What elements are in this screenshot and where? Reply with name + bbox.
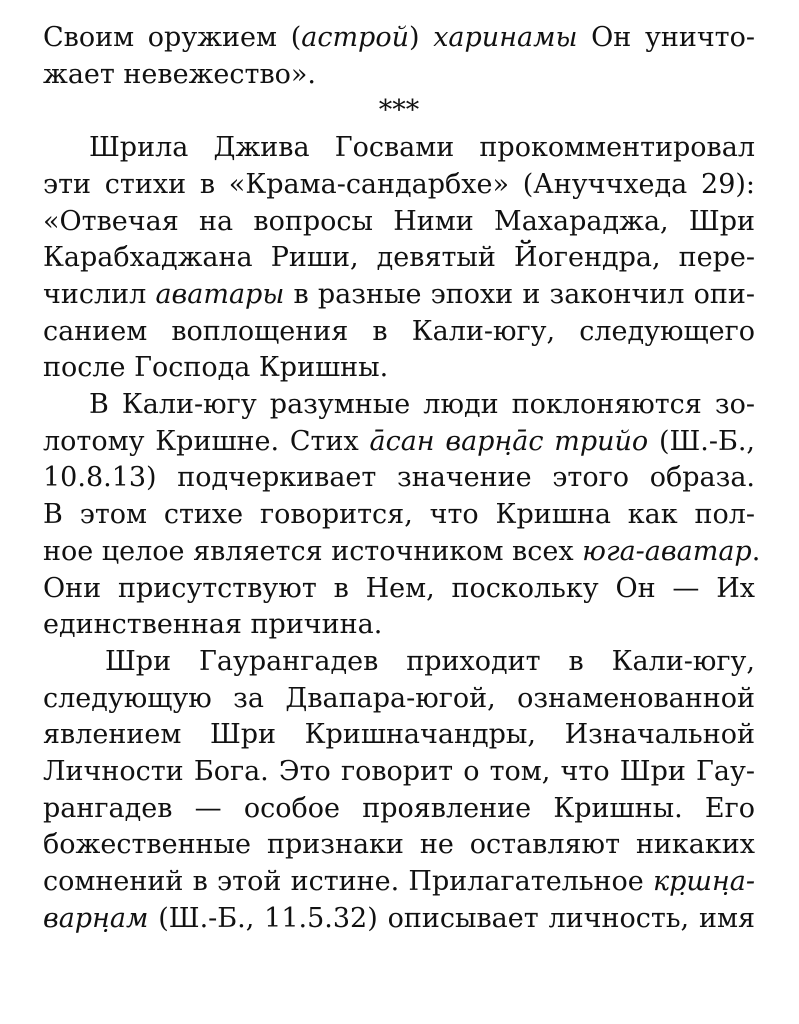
text-run: Карабхаджана Риши, девятый Йогендра, пере- [43,242,755,274]
text-line [43,497,755,533]
text-run: 10.8.13) подчеркивает значение этого образа. [43,462,755,494]
text-line [43,717,755,753]
text-line [43,681,755,717]
text-run: Шрила Джива Госвами прокомментировал [89,132,755,164]
text-run: (Ш.-Б., 11.5.32) описывает личность, имя [148,902,755,934]
section-separator [43,93,755,129]
text-line [43,901,755,937]
text-line [43,130,755,166]
text-run: ное целое является источником всех [43,535,583,567]
text-line [43,277,755,313]
text-run: . [751,535,761,567]
text-line [43,57,755,93]
text-line [43,607,755,643]
text-line [43,314,755,350]
text-run: после Господа Кришны. [43,352,389,384]
text-run: лотому Кришне. Стих [43,425,370,457]
text-run: Личности Бога. Это говорит о том, что Шри Гау- [43,756,755,787]
text-run: Шри Гаурангадев приходит в Кали-югу, [105,645,755,677]
text-line [43,167,755,203]
text-line [43,571,755,607]
text-line [43,240,755,276]
text-run: следующую за Двапара-югой, ознаменованной [43,682,755,714]
text-line [43,644,755,680]
text-run: рангадев — особое проявление Кришны. Его [43,792,755,824]
text-run: Они присутствуют в Нем, поскольку Он — Их [43,572,755,604]
text-run: *** [378,95,420,127]
text-run: сомнений в этой истине. Прилагательное [43,866,653,898]
text-run: божественные признаки не оставляют никаких [43,829,755,861]
text-run: В этом стихе говорится, что Кришна как пол- [43,499,755,531]
italic-term: а̄сан варн̣а̄с трийо [369,425,649,457]
text-run: Своим оружием ( [43,22,302,53]
text-line [43,20,755,56]
text-run: (Ш.-Б., [648,425,756,457]
text-run: единственная причина. [43,609,383,641]
italic-term: астрой [301,22,409,53]
text-run: «Отвечая на вопросы Ними Махараджа, Шри [43,205,755,237]
text-line [43,827,755,863]
text-line [43,204,755,240]
text-line [43,754,755,790]
text-line [43,350,755,386]
text-run: в разные эпохи и закончил опи- [284,278,755,310]
text-line [43,791,755,827]
text-run: В Кали-югу разумные люди поклоняются зо- [89,389,755,420]
text-run: Он уничто- [577,22,755,53]
italic-term: аватары [155,278,285,310]
text-line [43,864,755,900]
italic-term: юга-аватар [582,535,752,567]
text-run: числил [43,278,156,310]
italic-term: харинамы [433,22,578,53]
text-run: жает невежество». [43,58,317,90]
italic-term: варн̣ам [43,902,149,934]
text-line [43,534,761,570]
text-run: ) [408,22,434,53]
text-run: явлением Шри Кришначандры, Изначальной [43,719,755,751]
text-run: эти стихи в «Крама-сандарбхе» (Ануччхеда 29): [43,168,755,200]
text-run: санием воплощения в Кали-югу, следующего [43,315,755,347]
text-line [43,424,755,460]
text-line [43,460,755,496]
text-line [43,387,755,423]
italic-term: кр̣шн̣а- [653,866,755,898]
